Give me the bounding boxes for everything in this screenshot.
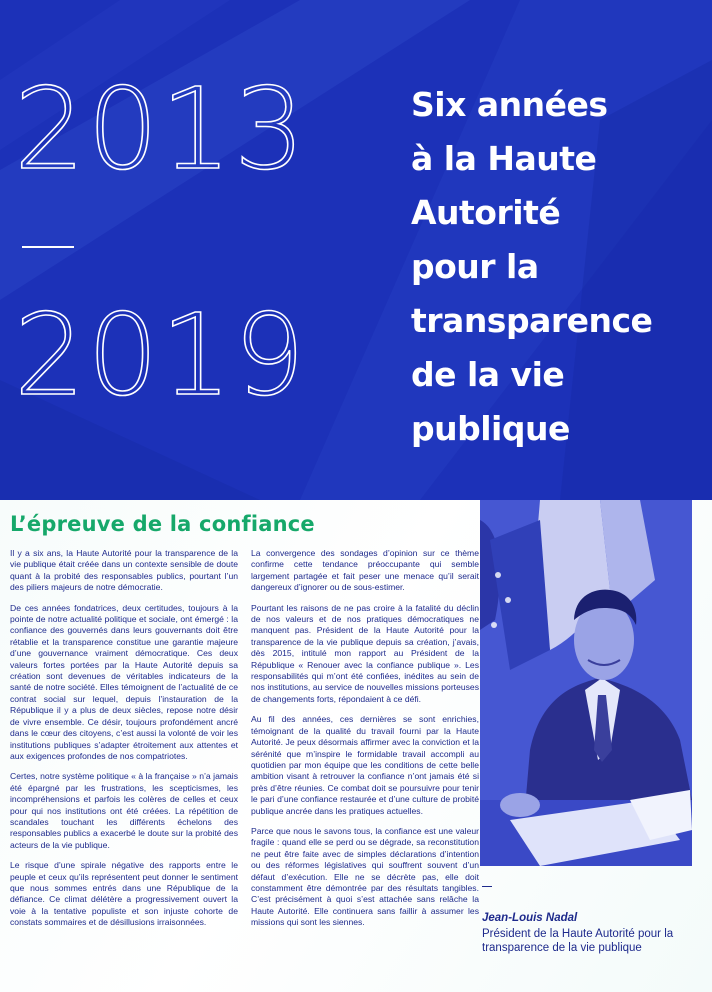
- text-column-left: [10, 548, 238, 938]
- hero-title-line: Autorité: [411, 193, 561, 232]
- editorial-section: [0, 500, 712, 992]
- section-title: L’épreuve de la confiance: [10, 512, 315, 536]
- portrait-illustration: [480, 500, 692, 866]
- paragraph: Parce que nous le savons tous, la confiance est une valeur fragile : quand elle se perd ou se dégrade, sa reconstitution ne peut être faite avec de simples déclarations d’intention ou des réformes législatives qui souffrent souvent d’un défaut d’exécution. Elle ne se décrète pas, elle doit constamment être démontrée par des résultats tangibles. C’est précisément à quoi s’est attachée sans relâche la Haute Autorité. Elle continuera sans faillir à assumer les missions qui sont les siennes.: [251, 825, 479, 928]
- hero-title-line: publique: [411, 409, 570, 448]
- hero-title-line: à la Haute: [411, 139, 597, 178]
- year-separator: [22, 246, 74, 248]
- paragraph: De ces années fondatrices, deux certitudes, toujours à la pointe de notre actualité politique et sociale, ont émergé : la confiance des gouvernés dans leurs gouvernants doit être rétablie et la transparence constitue une garantie majeure d’une gouvernance vraiment démocratique. Ces deux valeurs fortes portées par la Haute Autorité depuis sa création sont devenues de véritables indicateurs de la santé de notre société. Elles témoignent de l’actualité de ce contrat social sur lequel, depuis l’instauration de la République il y a plus de deux siècles, repose notre désir de vivre ensemble. Ce désir, toujours profondément ancré dans le cœur des citoyens, c’est aussi la volonté de voir les institutions publiques s’adapter étroitement aux attentes et aux exigences profondes de nos compatriotes.: [10, 602, 238, 761]
- paragraph: Il y a six ans, la Haute Autorité pour la transparence de la vie publique était créée dans un contexte sensible de doute quant à la probité des responsables publics, pourtant l’un des piliers majeurs de notre démocratie.: [10, 548, 238, 593]
- hero-title-line: pour la: [411, 247, 539, 286]
- paragraph: Le risque d’une spirale négative des rapports entre le peuple et ceux qu’ils représentent peut donner le sentiment que nous sommes entrés dans une République de la défiance. Ce climat délétère a progressivement ouvert la voie à la tentative populiste et son injuste cohorte de constats sommaires et de désillusions irraisonnées.: [10, 860, 238, 928]
- hero-title: [411, 78, 701, 456]
- caption-role: Président de la Haute Autorité pour la transparence de la vie publique: [482, 928, 674, 954]
- caption-name: Jean-Louis Nadal: [482, 912, 578, 924]
- president-portrait: [480, 500, 692, 866]
- hero-title-line: transparence: [411, 301, 653, 340]
- text-column-right: [251, 548, 479, 938]
- paragraph: Au fil des années, ces dernières se sont enrichies, témoignant de la qualité du travail fourni par la Haute Autorité. Je peux désormais affirmer avec la conviction et la sérénité que m’inspire le formidable travail accompli au quotidien par mon équipe que les conditions de cette belle ambition visant à retrouver la confiance n’ont jamais été si près d’être réunies. Ce combat doit se poursuivre pour tenir le pari d’une confiance restaurée et d’une culture de probité publique ancrée dans les pratiques actuelles.: [251, 714, 479, 816]
- hero-title-line: de la vie: [411, 355, 565, 394]
- end-year: 2019: [14, 291, 308, 421]
- start-year: 2013: [14, 65, 308, 195]
- paragraph: Pourtant les raisons de ne pas croire à la fatalité du déclin de nos valeurs et de nos pratiques démocratiques ne manquent pas. Président de la Haute Autorité pour la transparence de la vie publique depuis sa création, j’avais, dès 2015, intitulé mon rapport au Président de la République « Renouer avec la confiance publique ». Les responsabilités qui m’ont été confiées, inédites au sein de nos institutions, au service de nouvelles missions porteuses de changements forts, répondaient à ce défi.: [251, 602, 479, 704]
- paragraph: La convergence des sondages d’opinion sur ce thème confirme cette tendance préoccupante qui semble largement partagée et fait peser une menace qu’il serait dangereux d’ignorer ou de sous-estimer.: [251, 548, 479, 593]
- hero-title-line: Six années: [411, 85, 608, 124]
- paragraph: Certes, notre système politique « à la française » n’a jamais été épargné par les frustrations, les scepticismes, les incompréhensions et parfois les colères de celles et ceux pour qui nos institutions ont été créées. La répétition de scandales touchant les différents échelons des responsables publics a exacerbé le doute sur la probité des acteurs de la vie publique.: [10, 771, 238, 850]
- caption-separator: [482, 886, 492, 887]
